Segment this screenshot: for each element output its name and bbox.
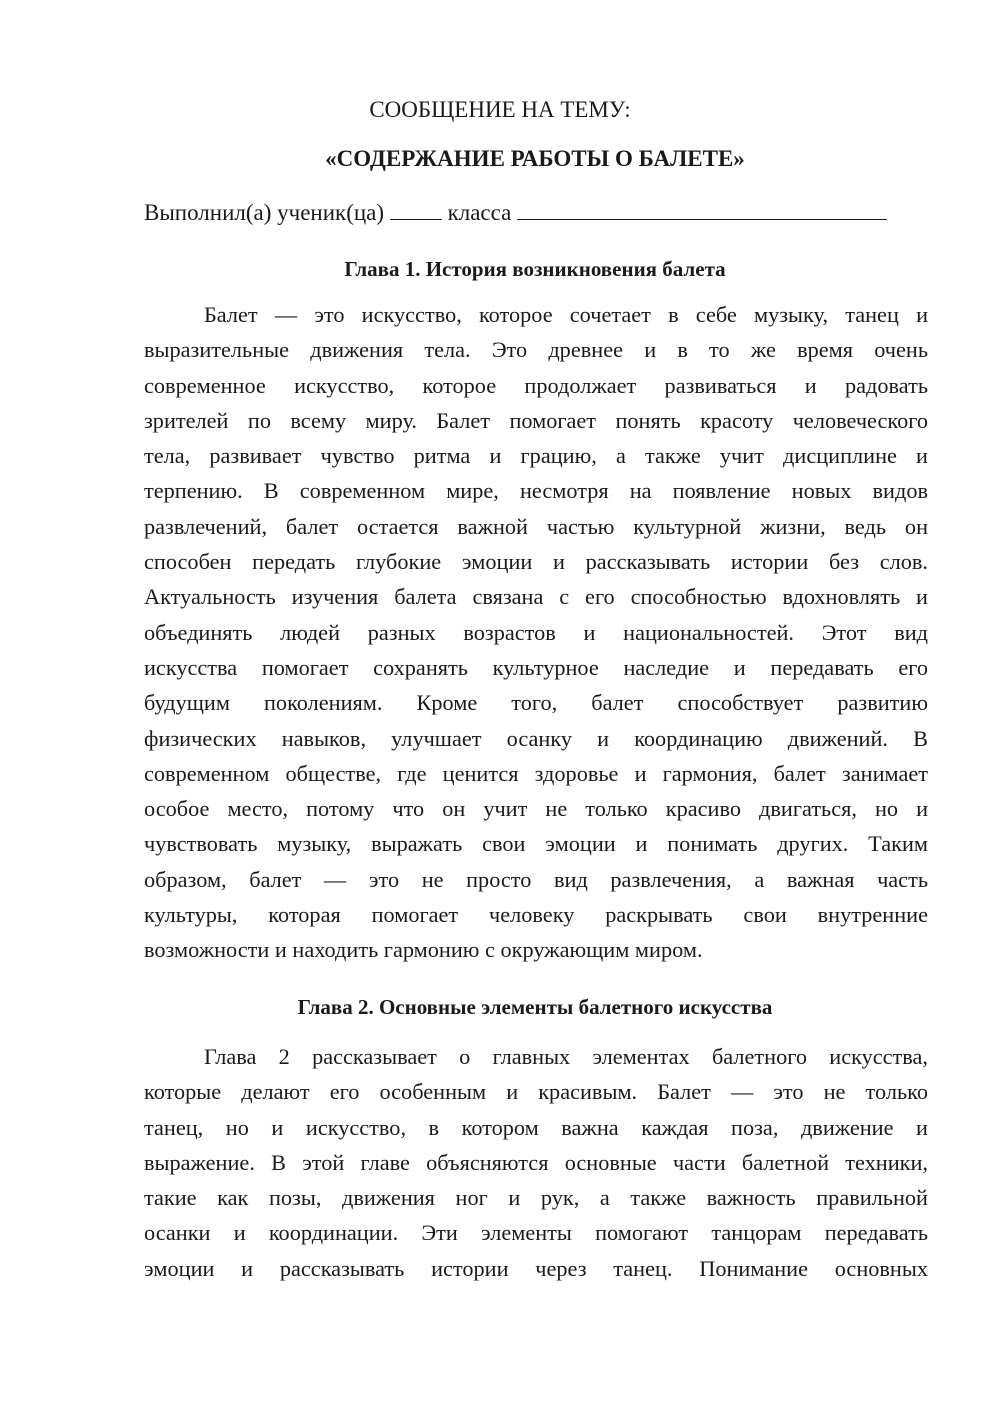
name-blank [517, 197, 887, 220]
paragraph-line: современное искусство, которое продолжает развиваться и радовать [144, 372, 928, 398]
chapter-2-paragraph [144, 1039, 928, 1286]
paragraph-line: осанки и координации. Эти элементы помогают танцорам передавать [144, 1220, 928, 1246]
paragraph-line: культуры, которая помогает человеку раскрывать свои внутренние [144, 902, 928, 928]
paragraph-line: способен передать глубокие эмоции и рассказывать истории без слов. [144, 549, 928, 575]
paragraph-line: будущим поколениям. Кроме того, балет способствует развитию [144, 690, 928, 716]
paragraph-line: танец, но и искусство, в котором важна каждая поза, движение и [144, 1114, 928, 1140]
paragraph-line: выражение. В этой главе объясняются основные части балетной техники, [144, 1149, 928, 1175]
paragraph-line: эмоции и рассказывать истории через танец. Понимание основных [144, 1255, 928, 1281]
paragraph-line: возможности и находить гармонию с окружающим миром. [144, 937, 703, 963]
chapter-2-heading: Глава 2. Основные элементы балетного искусства [297, 995, 773, 1019]
paragraph-line: развлечений, балет остается важной частью культурной жизни, ведь он [144, 513, 928, 539]
paragraph-line: тела, развивает чувство ритма и грацию, а также учит дисциплине и [144, 443, 928, 469]
chapter-1-heading: Глава 1. История возникновения балета [344, 257, 726, 281]
paragraph-line: Актуальность изучения балета связана с его способностью вдохновлять и [144, 584, 928, 610]
chapter-1-paragraph [144, 297, 928, 968]
title-line-1: СООБЩЕНИЕ НА ТЕМУ: [369, 97, 631, 122]
paragraph-line: зрителей по всему миру. Балет помогает понять красоту человеческого [144, 407, 928, 433]
paragraph-line: физических навыков, улучшает осанку и координацию движений. В [144, 725, 928, 751]
class-number-blank [390, 197, 442, 220]
paragraph-line: выразительные движения тела. Это древнее и в то же время очень [144, 337, 928, 363]
paragraph-line: такие как позы, движения ног и рук, а также важность правильной [144, 1185, 928, 1211]
paragraph-line: объединять людей разных возрастов и национальностей. Этот вид [144, 619, 928, 645]
author-line [144, 197, 887, 229]
title-line-2: «СОДЕРЖАНИЕ РАБОТЫ О БАЛЕТЕ» [325, 146, 745, 171]
paragraph-line: терпению. В современном мире, несмотря на появление новых видов [144, 478, 928, 504]
class-label: класса [447, 200, 512, 225]
paragraph-line: чувствовать музыку, выражать свои эмоции и понимать других. Таким [144, 831, 928, 857]
paragraph-line: Глава 2 рассказывает о главных элементах балетного искусства, [204, 1044, 928, 1069]
paragraph-line: искусства помогает сохранять культурное наследие и передавать его [144, 654, 928, 680]
author-label: Выполнил(а) ученик(ца) [144, 200, 385, 225]
paragraph-line: образом, балет — это не просто вид развлечения, а важная часть [144, 866, 928, 892]
paragraph-line: которые делают его особенным и красивым. Балет — это не только [144, 1079, 928, 1105]
paragraph-line: особое место, потому что он учит не только красиво двигаться, но и [144, 796, 928, 822]
paragraph-line: Балет — это искусство, которое сочетает в себе музыку, танец и [204, 302, 928, 327]
paragraph-line: современном обществе, где ценится здоровье и гармония, балет занимает [144, 760, 928, 786]
